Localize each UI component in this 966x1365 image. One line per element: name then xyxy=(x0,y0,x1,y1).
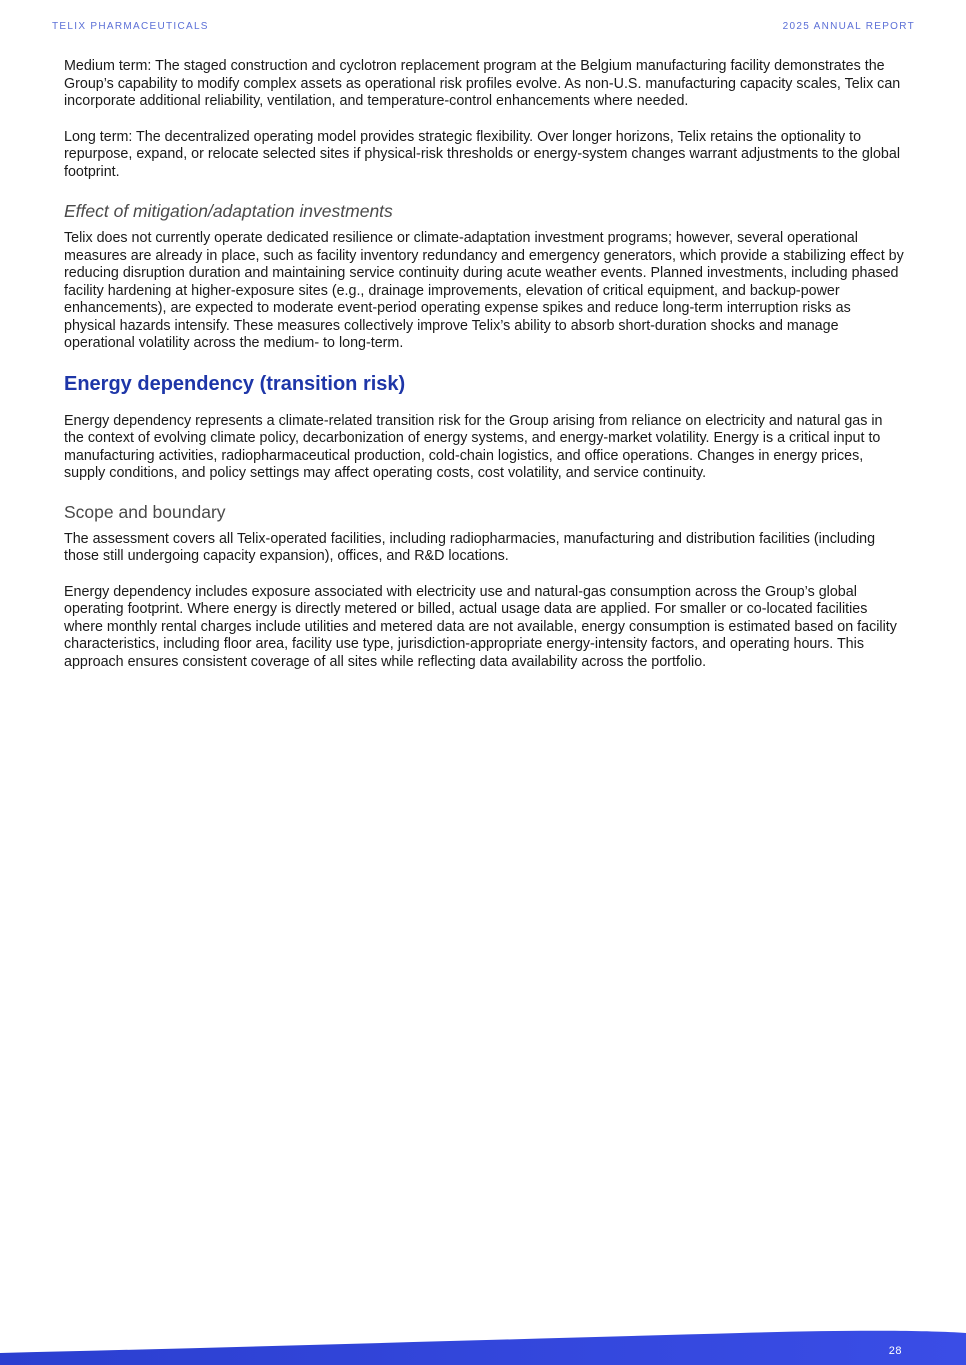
paragraph-scope-2: Energy dependency includes exposure associated with electricity use and natural-gas consumption across the Group’s global operating footprint. Where energy is directly metered or billed, actual usage data are applied. For smaller or co-located facilities where monthly rental charges include utilities and metered data are not available, energy consumption is estimated based on facility characteristics, including floor area, facility use type, jurisdiction-appropriate energy-intensity factors, and operating hours. This approach ensures consistent coverage of all sites while reflecting data availability across the portfolio. xyxy=(64,583,897,670)
paragraph-long-term: Long term: The decentralized operating model provides strategic flexibility. Over longer horizons, Telix retains the optionality to repurpose, expand, or relocate selected sites if physical-risk thresholds or energy-system changes warrant adjustments to the global footprint. xyxy=(64,128,900,180)
paragraph-medium-term: Medium term: The staged construction and cyclotron replacement program at the Belgium manufacturing facility demonstrates the Group’s capability to modify complex assets as operational risk profiles evolve. As non-U.S. manufacturing capacity scales, Telix can incorporate additional reliability, ventilation, and temperature-control enhancements where needed. xyxy=(64,58,901,109)
header-report-title: 2025 ANNUAL REPORT xyxy=(782,21,915,32)
paragraph-mitigation: Telix does not currently operate dedicated resilience or climate-adaptation investment programs; however, several operational measures are already in place, such as facility inventory redundancy and emergency generators, which provide a stabilizing effect by reducing disruption duration and maintaining service continuity during acute weather events. Planned investments, including phased facility hardening at higher-exposure sites (e.g., drainage improvements, elevation of critical equipment, and backup-power enhancements), are expected to moderate event-period operating expense spikes and reduce long-term interruption risks as physical hazards intensify. These measures collectively improve Telix’s ability to absorb short-duration shocks and manage operational volatility across the medium- to long-term. xyxy=(64,230,904,351)
heading-scope: Scope and boundary xyxy=(64,501,226,522)
header-company-name: TELIX PHARMACEUTICALS xyxy=(52,21,209,32)
paragraph-scope-1: The assessment covers all Telix-operated facilities, including radiopharmacies, manufacturing and distribution facilities (including those still undergoing capacity expansion), offices, and R&D locations. xyxy=(64,530,876,564)
heading-mitigation: Effect of mitigation/adaptation investments xyxy=(64,201,393,221)
paragraph-energy-dependency: Energy dependency represents a climate-related transition risk for the Group arising from reliance on electricity and natural gas in the context of evolving climate policy, decarbonization of energy systems, and energy-market volatility. Energy is a critical input to manufacturing activities, radiopharmaceutical production, cold-chain logistics, and office operations. Changes in energy prices, supply conditions, and policy settings may affect operating costs, cost volatility, and service continuity. xyxy=(64,412,883,481)
page-content xyxy=(64,58,906,671)
heading-energy-dependency: Energy dependency (transition risk) xyxy=(64,372,406,395)
footer-wave xyxy=(0,1325,966,1365)
running-header xyxy=(52,21,915,35)
page-number: 28 xyxy=(888,1345,902,1357)
